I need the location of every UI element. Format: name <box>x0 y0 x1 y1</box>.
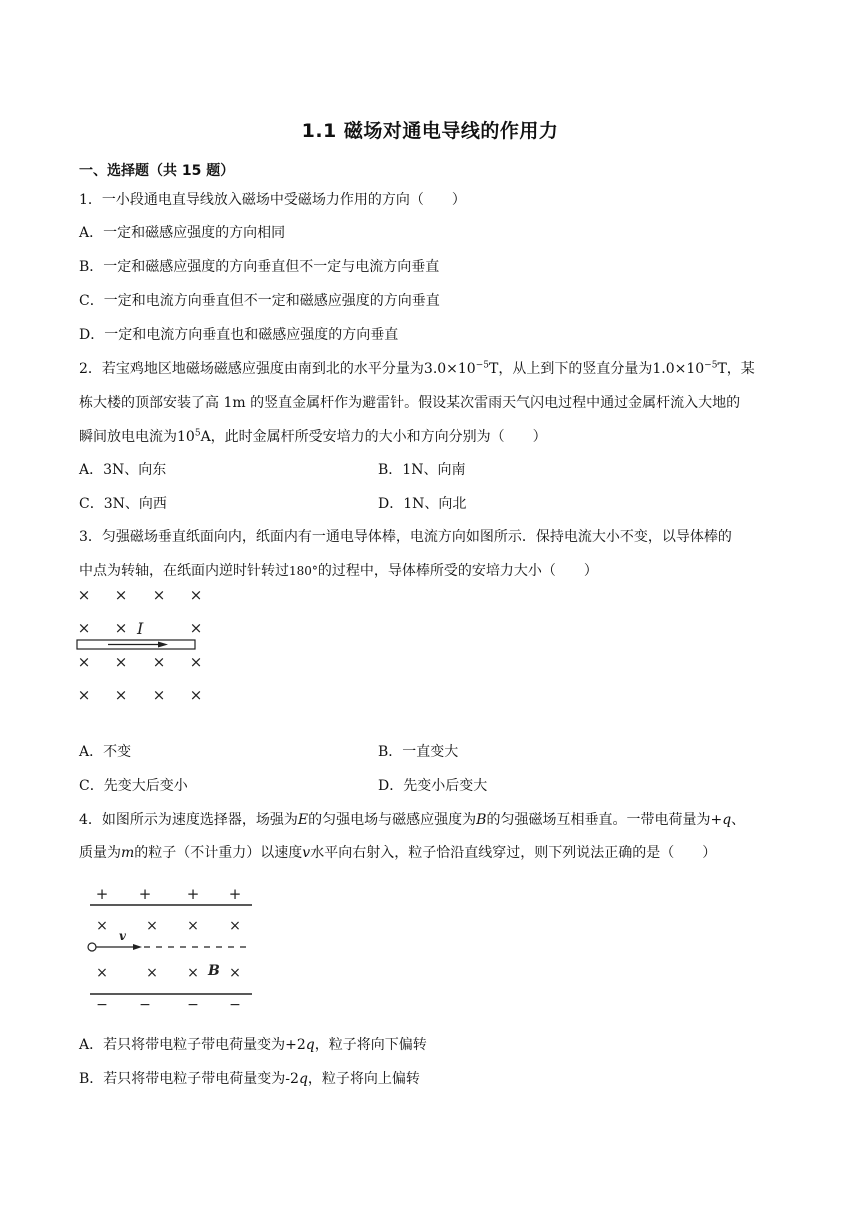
negative-charge: − <box>229 997 241 1010</box>
q2-exponent-3: 5 <box>194 428 201 439</box>
field-cross: × <box>187 918 199 934</box>
current-arrow-head <box>158 642 168 648</box>
q4-var-E: E <box>297 812 309 828</box>
field-cross: × <box>187 965 199 981</box>
negative-charge: − <box>187 997 199 1010</box>
q4-text-7: 水平向右射入，粒子恰沿直线穿过，则下列说法正确的是（ ） <box>310 845 717 861</box>
velocity-arrow-head <box>133 944 142 950</box>
q1-option-d: D．一定和电流方向垂直也和磁感应强度的方向垂直 <box>79 327 399 343</box>
q4-text-4: 、 <box>731 812 746 828</box>
q4-optB-text-1: B．若只将带电粒子带电荷量变为-2 <box>79 1071 299 1087</box>
q2-text-4: 瞬间放电电流为 <box>79 429 177 445</box>
q2-exponent-2: −5 <box>704 360 718 371</box>
q4-text-1: 4．如图所示为速度选择器，场强为 <box>79 812 298 828</box>
q3-option-a: A．不变 <box>79 744 132 760</box>
q4-var-v: v <box>302 845 311 861</box>
positive-charge: + <box>138 885 152 903</box>
field-cross: × <box>96 918 108 934</box>
q3-text-2: 的过程中，导体棒所受的安培力大小（ ） <box>317 563 598 579</box>
negative-charge: − <box>96 997 108 1010</box>
question-4-line-1 <box>79 810 745 830</box>
field-cross: × <box>189 619 203 637</box>
positive-charge: + <box>95 885 109 903</box>
negative-charge: − <box>139 997 151 1010</box>
q2-option-c: C．3N、向西 <box>79 496 167 512</box>
q4-optA-text-1: A．若只将带电粒子带电荷量变为+2 <box>79 1037 306 1053</box>
question-1-stem: 1．一小段通电直导线放入磁场中受磁场力作用的方向（ ） <box>79 192 466 208</box>
field-B-label: B <box>208 963 220 979</box>
q4-text-5: 质量为 <box>79 845 121 861</box>
current-label: I <box>137 619 144 638</box>
field-cross: × <box>77 586 91 604</box>
field-cross: × <box>152 686 166 704</box>
field-cross: × <box>189 586 203 604</box>
q3-option-d: D．先变小后变大 <box>378 778 488 794</box>
question-2-line-2: 栋大楼的顶部安装了高 1m 的竖直金属杆作为避雷针。假设某次雷雨天气闪电过程中通过金属杆流入大地的 <box>79 395 741 411</box>
q2-value-1: 3.0×10 <box>423 361 476 377</box>
section-heading: 一、选择题（共 15 题） <box>79 163 235 179</box>
field-cross: × <box>114 619 128 637</box>
field-cross: × <box>229 918 241 934</box>
particle <box>88 943 96 951</box>
field-cross: × <box>152 653 166 671</box>
q4-var-m: m <box>121 845 135 861</box>
field-cross: × <box>77 653 91 671</box>
field-cross: × <box>114 653 128 671</box>
q2-value-3: 10 <box>177 429 195 445</box>
q4-optB-text-2: ，粒子将向上偏转 <box>307 1071 420 1087</box>
field-cross: × <box>152 586 166 604</box>
page-title: 1.1 磁场对通电导线的作用力 <box>301 120 559 142</box>
velocity-label: v <box>119 929 126 943</box>
q1-option-c: C．一定和电流方向垂直但不一定和磁感应强度的方向垂直 <box>79 293 440 309</box>
velocity-selector-figure <box>82 882 262 1010</box>
field-cross: × <box>114 586 128 604</box>
q3-angle: 180° <box>289 564 318 578</box>
field-cross: × <box>114 686 128 704</box>
q3-option-c: C．先变大后变小 <box>79 778 188 794</box>
q4-var-q: q <box>722 812 732 828</box>
q2-text-1: 2．若宝鸡地区地磁场磁感应强度由南到北的水平分量为 <box>79 361 424 377</box>
question-3-line-2 <box>79 561 598 581</box>
q1-option-a: A．一定和磁感应强度的方向相同 <box>79 225 286 241</box>
q4-option-a <box>79 1035 427 1055</box>
field-cross: × <box>229 965 241 981</box>
q4-text-3: 的匀强磁场互相垂直。一带电荷量为+ <box>486 812 723 828</box>
q4-option-b <box>79 1069 420 1089</box>
q4-optA-var-q: q <box>305 1037 315 1053</box>
field-cross: × <box>189 686 203 704</box>
question-2-line-1 <box>79 359 755 379</box>
q3-text-1: 中点为转轴，在纸面内逆时针转过 <box>79 563 289 579</box>
field-cross: × <box>146 918 158 934</box>
question-4-line-2 <box>79 843 716 863</box>
q2-option-d: D．1N、向北 <box>378 496 467 512</box>
q4-optB-var-q: q <box>298 1071 308 1087</box>
q4-text-2: 的匀强电场与磁感应强度为 <box>308 812 477 828</box>
q4-text-6: 的粒子（不计重力）以速度 <box>134 845 303 861</box>
q2-option-b: B．1N、向南 <box>378 462 466 478</box>
q3-option-b: B．一直变大 <box>378 744 459 760</box>
q2-text-3: T，某 <box>717 361 755 377</box>
q2-text-2: T，从上到下的竖直分量为 <box>489 361 653 377</box>
field-cross: × <box>77 619 91 637</box>
positive-charge: + <box>186 885 200 903</box>
q2-option-a: A．3N、向东 <box>79 462 167 478</box>
q1-option-b: B．一定和磁感应强度的方向垂直但不一定与电流方向垂直 <box>79 259 440 275</box>
q2-value-2: 1.0×10 <box>652 361 705 377</box>
question-2-line-3 <box>79 427 547 447</box>
q2-text-5: A，此时金属杆所受安培力的大小和方向分别为（ ） <box>200 429 547 445</box>
q2-exponent-1: −5 <box>475 360 489 371</box>
q4-var-B: B <box>476 812 487 828</box>
field-cross: × <box>189 653 203 671</box>
q4-optA-text-2: ，粒子将向下偏转 <box>314 1037 427 1053</box>
field-cross: × <box>77 686 91 704</box>
field-cross: × <box>146 965 158 981</box>
positive-charge: + <box>228 885 242 903</box>
field-cross: × <box>96 965 108 981</box>
magnetic-field-figure <box>70 582 220 707</box>
question-3-line-1: 3．匀强磁场垂直纸面向内，纸面内有一通电导体棒，电流方向如图所示．保持电流大小不变，以导体棒的 <box>79 529 732 545</box>
